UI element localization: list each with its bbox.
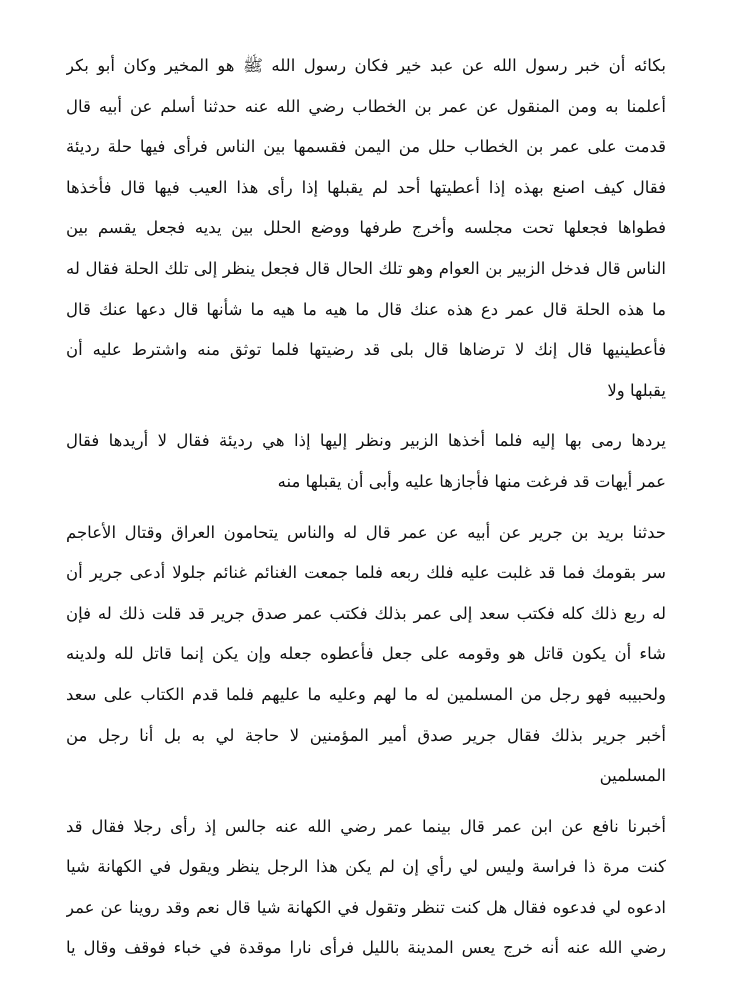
text-line: يردها رمى بها إليه فلما أخذها الزبير ونظر إليها إذا هي رديئة فقال لا أريدها فقال — [66, 431, 666, 451]
text-line: ما هذه الحلة قال عمر دع هذه عنك قال ما هيه ما هيه ما شأنها قال دعها عنك قال — [66, 299, 666, 319]
text-line: فطواها فجعلها تحت مجلسه وأخرج طرفها ووضع الحلل بين يديه فجعل يقسم بين — [66, 218, 666, 238]
text-line: أخبرنا نافع عن ابن عمر قال بينما عمر رضي الله عنه جالس إذ رأى رجلا فقال قد — [66, 816, 666, 836]
document-page — [66, 46, 666, 969]
text-line: فقال كيف اصنع بهذه إذا أعطيتها أحد لم يقبلها إذا رأى هذا العيب فيها قال فأخذها — [66, 177, 666, 197]
paragraph-2 — [66, 421, 666, 502]
paragraph-4 — [66, 807, 666, 969]
text-line: ادعوه لي فدعوه فقال هل كنت تنظر وتقول في الكهانة شيا قال نعم وقد روينا عن عمر — [66, 897, 666, 917]
paragraph-1 — [66, 46, 666, 411]
text-line: يقبلها ولا — [607, 380, 666, 400]
text-line: له ربع ذلك كله فكتب سعد إلى عمر بذلك فكتب عمر صدق جرير قد قلت ذلك له فإن — [66, 603, 666, 623]
text-line: قدمت على عمر بن الخطاب حلل من اليمن فقسمها بين الناس فرأى فيها حلة رديئة — [66, 137, 666, 157]
text-line: ولحبيبه فهو رجل من المسلمين له ما لهم وعليه ما عليهم فلما قدم الكتاب على سعد — [66, 684, 666, 704]
text-line: كنت مرة ذا فراسة وليس لي رأي إن لم يكن هذا الرجل ينظر ويقول في الكهانة شيا — [66, 857, 666, 877]
text-line: حدثنا بريد بن جرير عن أبيه عن عمر قال له والناس يتحامون العراق وقتال الأعاجم — [66, 522, 666, 542]
text-line: شاء أن يكون قاتل هو وقومه على جعل فأعطوه جعله وإن يكن إنما قاتل لله ولدينه — [66, 644, 666, 664]
text-line: سر بقومك فما قد غلبت عليه فلك ربعه فلما جمعت الغنائم غنائم جلولا أدعى جرير أن — [66, 563, 666, 583]
paragraph-3 — [66, 513, 666, 797]
text-line: المسلمين — [599, 766, 666, 786]
text-line: أعلمنا به ومن المنقول عن عمر بن الخطاب رضي الله عنه حدثنا أسلم عن أبيه قال — [66, 96, 666, 116]
text-line: فأعطينيها قال إنك لا ترضاها قال بلى قد رضيتها فلما توثق منه واشترط عليه أن — [66, 340, 666, 360]
text-line: عمر أيهات قد فرغت منها فأجازها عليه وأبى أن يقبلها منه — [277, 471, 666, 491]
text-line: الناس قال فدخل الزبير بن العوام وهو تلك الحال قال فجعل ينظر إلى تلك الحلة فقال له — [66, 258, 666, 278]
text-line: رضي الله عنه أنه خرج يعس المدينة بالليل فرأى نارا موقدة في خباء فوقف وقال يا — [66, 938, 666, 958]
text-line: بكائه أن خبر رسول الله عن عبد خير فكان رسول الله ﷺ هو المخير وكان أبو بكر — [66, 56, 666, 75]
text-line: أخبر جرير بذلك فقال جرير صدق أمير المؤمنين لا حاجة لي به بل أنا رجل من — [66, 725, 666, 745]
